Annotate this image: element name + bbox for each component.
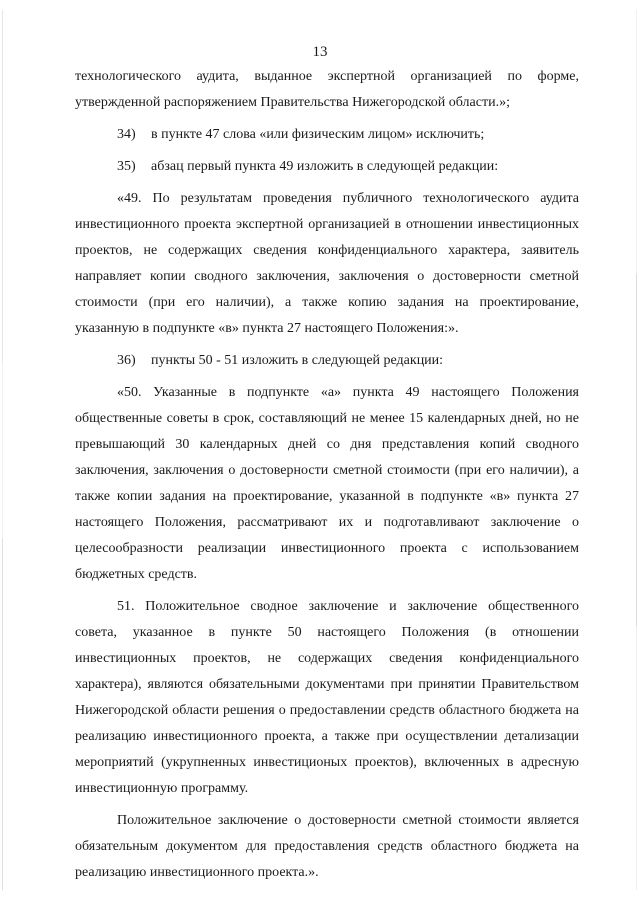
page-number: 13	[312, 44, 328, 60]
list-item-text: пункты 50 - 51 изложить в следующей редакции:	[151, 353, 444, 368]
list-item-36	[75, 348, 579, 374]
list-item-35	[75, 154, 579, 180]
list-item-number: 36)	[117, 353, 136, 368]
scan-edge-left	[2, 10, 3, 890]
paragraph-point-49: «49. По результатам проведения публичного технологического аудита инвестиционного проекта экспертной организацией в отношении инвестиционных проектов, не содержащих сведения конфиденциального характера, заявитель направляет копии сводного заключения, заключения о достоверности сметной стоимости (при его наличии), а также копию задания на проектирование, указанную в подпункте «в» пункта 27 настоящего Положения:».	[75, 191, 579, 336]
paragraph-estimate-conclusion: Положительное заключение о достоверности сметной стоимости является обязательным документом для предоставления средств областного бюджета на реализацию инвестиционного проекта.».	[75, 813, 579, 880]
document-body	[75, 64, 579, 886]
list-item-34	[75, 122, 579, 148]
list-item-number: 34)	[117, 127, 136, 142]
list-item-text: абзац первый пункта 49 изложить в следующей редакции:	[151, 159, 499, 174]
paragraph-point-50: «50. Указанные в подпункте «а» пункта 49 настоящего Положения общественные советы в срок, составляющий не менее 15 календарных дней, но не превышающий 30 календарных дней со дня представления копий сводного заключения, заключения о достоверности сметной стоимости (при его наличии), а также копии задания на проектирование, указанной в подпункте «в» пункта 27 настоящего Положения, рассматривают их и подготавливают заключение о целесообразности реализации инвестиционного проекта с использованием бюджетных средств.	[75, 385, 579, 582]
list-item-text: в пункте 47 слова «или физическим лицом» исключить;	[151, 127, 485, 142]
paragraph-point-51: 51. Положительное сводное заключение и заключение общественного совета, указанное в пункте 50 настоящего Положения (в отношении инвестиционных проектов, не содержащих сведения конфиденциального характера), являются обязательными документами при принятии Правительством Нижегородской области решения о предоставлении средств областного бюджета на реализацию инвестиционного проекта, а также при осуществлении детализации мероприятий (укрупненных инвестиционых проектов), включенных в адресную инвестиционную программу.	[75, 599, 579, 796]
scan-edge-right	[636, 10, 637, 890]
paragraph-continuation: технологического аудита, выданное экспертной организацией по форме, утвержденной распоряжением Правительства Нижегородской области.»;	[75, 69, 579, 110]
list-item-number: 35)	[117, 159, 136, 174]
